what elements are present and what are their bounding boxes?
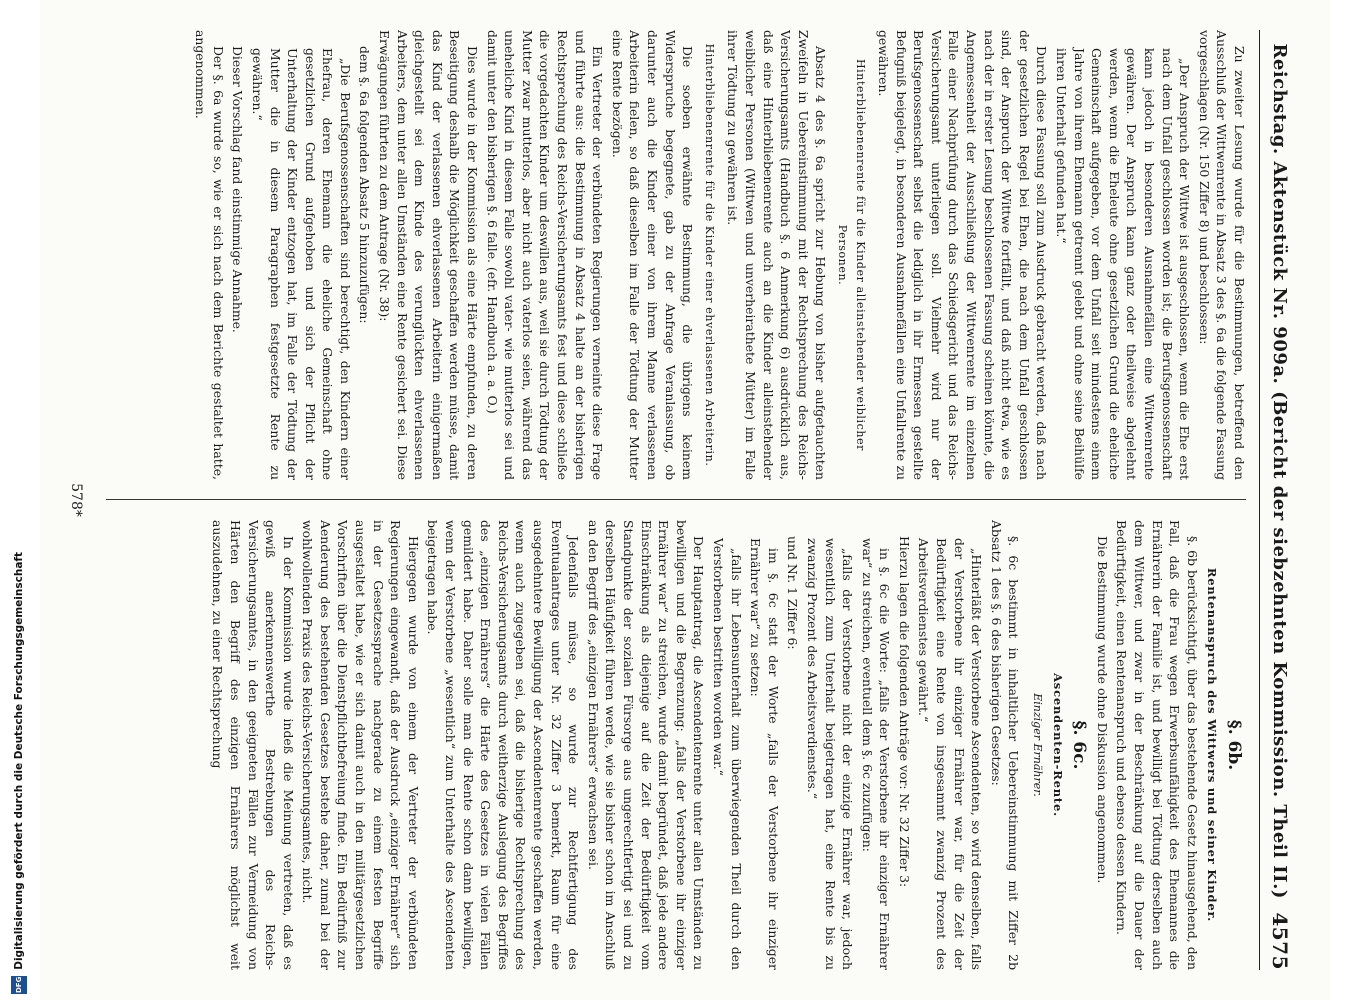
side-heading: Hinterbliebenenrente für die Kinder alleinstehender weiblicher Personen. xyxy=(835,58,867,452)
running-title: Reichstag. Aktenstück Nr. 909a. (Bericht der siebzehnten Kommission. Theil II.) xyxy=(1269,43,1291,899)
paragraph: Durch diese Fassung soll zum Ausdruck gebracht werden, daß nach der gesetzlichen Regel bei Ehen, die nach dem Unfall geschlossen sind, der Anspruch der Wittwe fortfällt, und daß nicht etwa, wie es nach der in erster Lesung beschlossenen Fassung scheinen könnte, die Angemessenheit der Ausschließung der Wittwenrente im einzelnen Falle einer Nachprüfung durch das Schiedsgericht und das Reichs-Versicherungsamt unterliegen soll. Vielmehr wird nur der Berufsgenossenschaft selbst die lediglich in ihr Ermessen gestellte Befugniß beigelegt, in besonderen Ausnahmefällen eine Unfallrente zu gewähren. xyxy=(876,30,1050,480)
dfg-logo: DFG xyxy=(11,976,27,994)
paragraph: Absatz 4 des §. 6a spricht zur Hebung von bisher aufgetauchten Zweifeln in Uebereinstimmung mit der Rechtsprechung des Reichs-Versicherungsamts (Handbuch §. 6 Anmerkung 6) ausdrücklich aus, daß eine Hinterbliebenenrente auch an die Kinder alleinstehender weiblicher Personen (Wittwen und unverheirathete Mütter) im Falle ihrer Tödtung zu gewähren ist. xyxy=(725,30,829,480)
section-subheading: Rentenanspruch des Wittwers und seiner Kinder. xyxy=(1205,567,1220,923)
column-divider xyxy=(106,499,1246,500)
paragraph: Jedenfalls müsse, so wurde zur Rechtfertigung des Eventualantrages unter Nr. 32 Ziffer 3 bemerkt, Raum für eine ausgedehntere Bewilligung der Ascendentenrente geschaffen werden, wenn auch zugegeben sei, daß die bisherige Rechtsprechung des Reichs-Versicherungsamts durch weitherzige Auslegung des Begriffes des „einzigen Ernährers“ die Härte des Gesetzes in vielen Fällen gemildert habe. Daher solle man die Rente schon dann bewilligen, wenn der Verstorbene „wesentlich“ zum Unterhalte des Ascendenten beigetragen habe. xyxy=(425,520,582,970)
rotated-page-content xyxy=(40,10,1330,990)
right-column xyxy=(98,520,1248,970)
side-heading: Hinterbliebenenrente für die Kinder einer ehverlassenen Arbeiterin. xyxy=(702,43,716,467)
quoted-provision: in §. 6c die Worte: „falls der Verstorbene ihr einziger Ernährer war“ zu streichen, eventuell dem §. 6c zuzufügen: xyxy=(859,538,893,970)
section-heading-6b: §. 6b. xyxy=(1224,719,1244,771)
page-header xyxy=(1259,30,1300,970)
quoted-provision: „falls der Verstorbene nicht der einzige Ernährer war, jedoch wesentlich zum Unterhalt beigetragen hat, eine Rente bis zu zwanzig Prozent des Arbeitsverdienstes.“ xyxy=(804,538,856,970)
quoted-provision: „falls ihr Lebensunterhalt zum überwiegenden Theil durch den Verstorbenen bestritten worden war.“ xyxy=(710,538,744,970)
quoted-provision: „Der Anspruch der Wittwe ist ausgeschlossen, wenn die Ehe erst nach dem Unfall geschlossen worden ist; die Berufsgenossenschaft kann jedoch in besonderen Ausnahmefällen eine Wittwenrente gewähren. Der Anspruch kann ganz oder theilweise abgelehnt werden, wenn die Eheleute ohne gesetzlichen Grund die eheliche Gemeinschaft aufgegeben, vor dem Unfall seit mindestens einem Jahre von ihrem Ehemann getrennt gelebt und ohne seine Beihülfe ihren Unterhalt gefunden hat.“ xyxy=(1054,48,1193,480)
paragraph: Der §. 6a wurde so, wie er sich nach dem Berichte gestaltet hatte, angenommen. xyxy=(193,30,226,480)
paragraph: Dies wurde in der Kommission als eine Härte empfunden, zu deren Beseitigung deshalb die Möglichkeit geschaffen werden müsse, damit das Kind der verlassenen ehverlassenen Arbeiterin einigermaßen gleichgestellt sei dem Kinde des verunglückten ehverlassenen Arbeiters, dem unter allen Umständen eine Rente gesichert sei. Diese Erwägungen führten zu dem Antrage (Nr. 38): xyxy=(377,30,481,480)
paragraph: Der Hauptantrag, die Ascendentenrente unter allen Umständen zu bewilligen und die Begrenzung: „falls der Verstorbene ihr einziger Ernährer war“ zu streichen, wurde damit begründet, daß jede andere Einschränkung als diejenige auf die Zeit der Bedürftigkeit vom Standpunkte der sozialen Fürsorge aus ungerechtfertigt sei und zu derselben Häufigkeit führen werde, wie sie bisher schon im Anschluß an den Begriff des „einzigen Ernährers“ erwachsen sei. xyxy=(585,520,707,970)
page-number: 4575 xyxy=(1268,912,1292,970)
paragraph: Ein Vertreter der verbündeten Regierungen verneinte diese Frage und führte aus: die Bestimmung in Absatz 4 halte an der bisherigen Rechtsprechung des Reichs-Versicherungsamts fest und diese schließe die vorgedachten Kinder um deswillen aus, weil sie durch Tödtung der Mutter zwar mutterlos, aber nicht auch vaterlos seien, während das uneheliche Kind in diesem Falle sowohl vater- wie mutterlos sei und damit unter den bisherigen §. 6 falle. (efr. Handbuch a. a. O.) xyxy=(484,30,606,480)
left-column xyxy=(98,30,1248,480)
section-minor-heading: Einziger Ernährer. xyxy=(1031,693,1045,797)
paragraph: und Nr. 1 Ziffer 6: xyxy=(785,536,801,650)
section-subheading: Ascendenten-Rente. xyxy=(1050,673,1065,817)
paragraph: dem §. 6a folgenden Absatz 5 hinzuzufügen: xyxy=(357,46,373,324)
quoted-provision: im §. 6c statt der Worte „falls der Verstorbene ihr einziger Ernährer war“ zu setzen: xyxy=(748,538,781,970)
paragraph: Hierzu lagen die folgenden Anträge vor: Nr. 32 Ziffer 3: xyxy=(896,536,912,888)
paragraph: §. 6b berücksichtigt, über das bestehende Gesetz hinausgehend, den Fall, daß die Frau wegen Erwerbsunfähigkeit des Ehemannes die Ernährerin der Familie ist, und bewilligt bei Tödtung derselben auch dem Wittwer, und zwar in der Beschränkung auf die Dauer der Bedürftigkeit, einen Rentenanspruch und ebenso dessen Kindern. xyxy=(1114,520,1200,970)
signature-mark: 578* xyxy=(68,483,84,517)
section-heading-6c: §. 6c. xyxy=(1069,720,1090,770)
paragraph: §. 6c bestimmt in inhaltlicher Uebereinstimmung mit Ziffer 2b Absatz 1 des §. 6 des bisherigen Gesetzes: xyxy=(988,520,1022,970)
dfg-credit-strip xyxy=(4,0,34,1000)
paragraph: Zu zweiter Lesung wurde für die Bestimmungen, betreffend den Ausschluß der Wittwenrente in Absatz 3 des §. 6a die folgende Fassung vorgeschlagen (Nr. 150 Ziffer 8) und beschlossen: xyxy=(1196,30,1247,480)
scanned-page xyxy=(40,0,1330,1000)
paragraph: In der Kommission wurde indeß die Meinung vertreten, daß es gewiß anerkennenswerthe Bestrebungen des Reichs-Versicherungsamtes, in den geeigneten Fällen zur Vermeidung von Härten den Begriff des einzigen Ernährers möglichst weit auszudehnen, zu einer Rechtsprechung xyxy=(210,520,296,970)
quoted-provision: „Hinterläßt der Verstorbene Ascendenten, so wird denselben, falls der Verstorbene ihr einziger Ernährer war, für die Zeit der Bedürftigkeit eine Rente von insgesammt zwanzig Prozent des Arbeitsverdienstes gewährt.“ xyxy=(916,538,985,970)
paragraph: Hiergegen wurde von einem der Vertreter der verbündeten Regierungen eingewandt, daß der Ausdruck „einziger Ernährer“ sich in der Gesetzessprache nachgerade zu einem festen Begriffe ausgestaltet habe, wie er sich damit auch in den militärgesetzlichen Vorschriften über die Dienstpflichtbefreiung finde. Ein Bedürfniß zur Aenderung des bestehenden Gesetzes bestehe daher, zumal bei der wohlwollenden Praxis des Reichs-Versicherungsamtes, nicht. xyxy=(300,520,421,970)
paragraph: Die soeben erwähnte Bestimmung, die übrigens keinem Widerspruche begegnete, gab zu der Anfrage Veranlassung, ob darunter auch die Kinder einer von ihrem Manne verlassenen Arbeiterin fielen, so daß dieselben im Falle der Tödtung der Mutter eine Rente bezögen. xyxy=(609,30,696,480)
paragraph: Die Bestimmung wurde ohne Diskussion angenommen. xyxy=(1094,536,1110,884)
quoted-provision: „Die Berufsgenossenschaften sind berechtigt, den Kindern einer Ehefrau, deren Ehemann die eheliche Gemeinschaft ohne gesetzlichen Grund aufgehoben und sich der Pflicht der Unterhaltung der Kinder entzogen hat, im Falle der Tödtung der Mutter die in diesem Paragraphen festgesetzte Rente zu gewähren.“ xyxy=(249,48,353,480)
paragraph: Dieser Vorschlag fand einstimmige Annahme. xyxy=(230,46,246,333)
digitization-credit: Digitalisierung gefördert durch die Deutsche Forschungsgemeinschaft xyxy=(13,552,25,970)
